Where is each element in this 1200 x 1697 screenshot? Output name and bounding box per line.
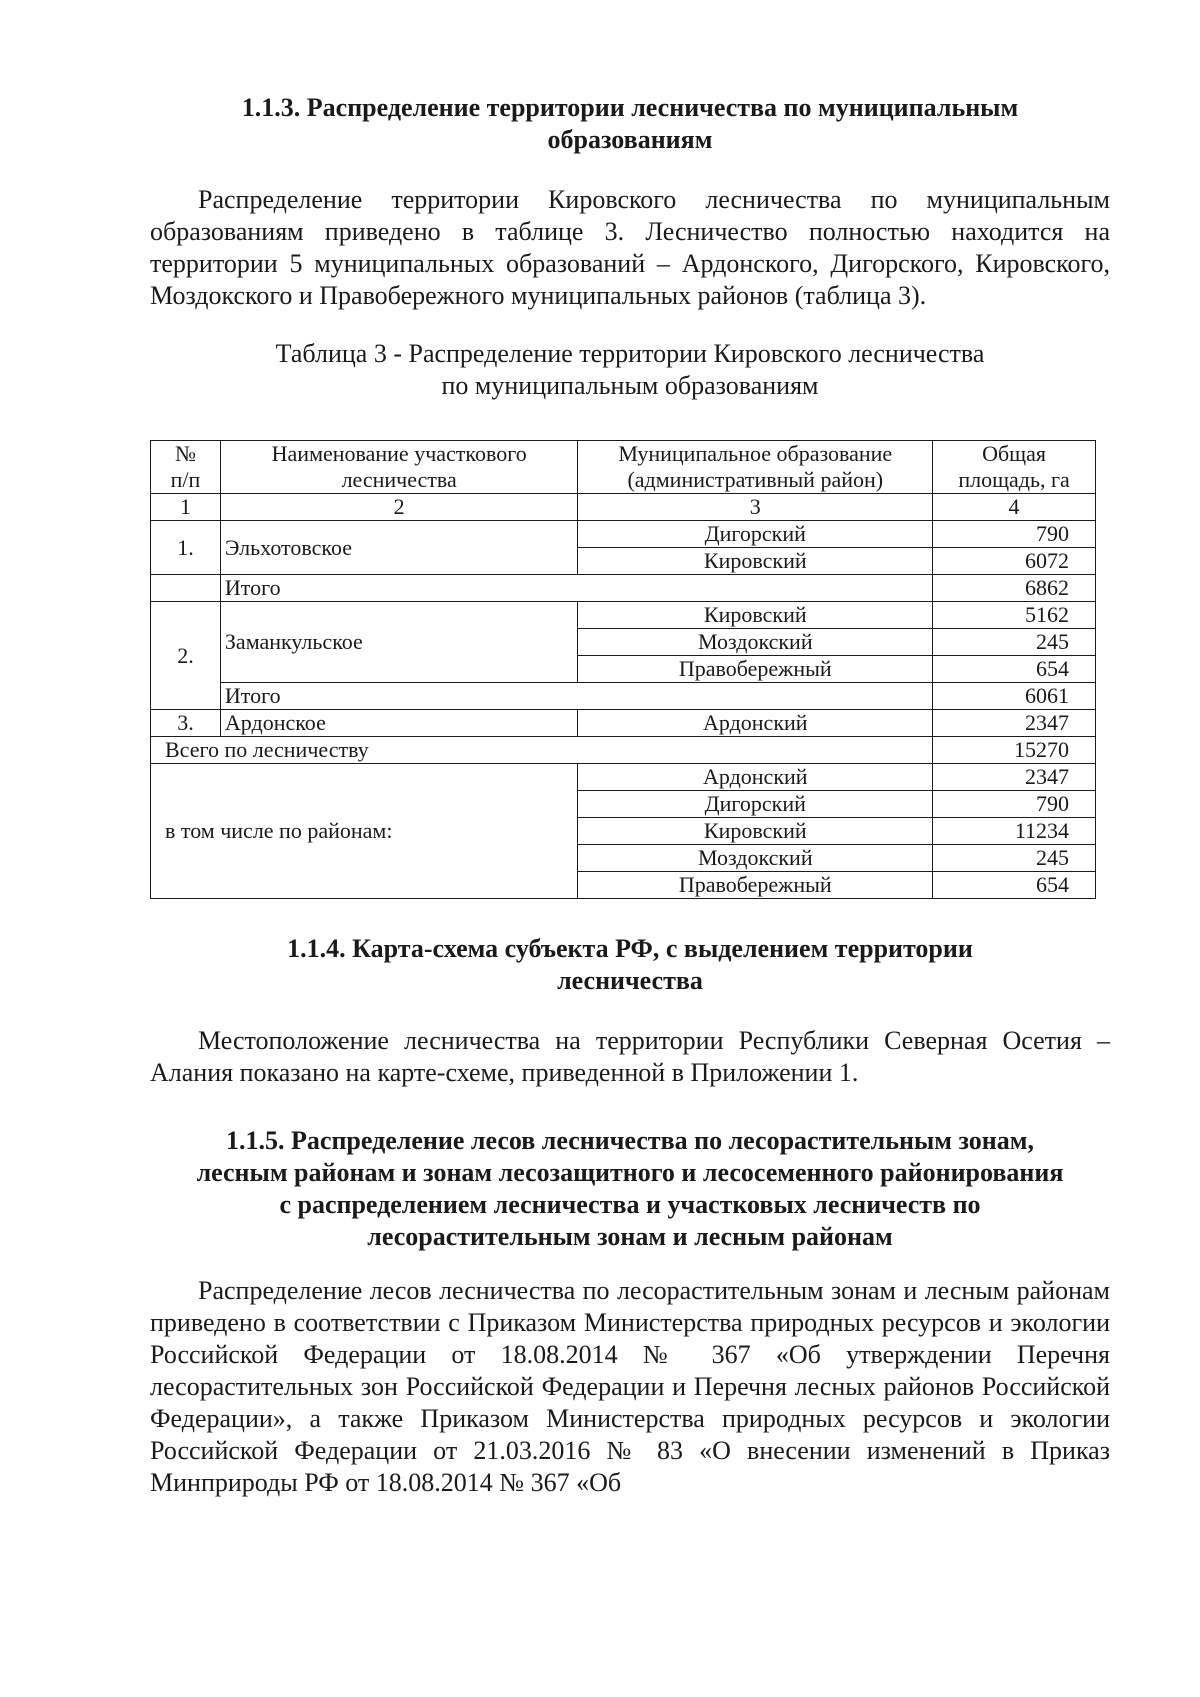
area-cell: 790 <box>933 521 1096 548</box>
group2-total-label: Итого <box>220 683 932 710</box>
area-cell: 2347 <box>933 764 1096 791</box>
district-cell: Кировский <box>578 602 933 629</box>
header-num <box>151 441 221 494</box>
section-114-heading <box>150 933 1110 997</box>
header-forestry-name <box>220 441 578 494</box>
column-number: 1 <box>151 494 221 521</box>
area-cell: 245 <box>933 845 1096 872</box>
section-113-heading-line2: образованиям <box>547 125 713 154</box>
column-number: 4 <box>933 494 1096 521</box>
column-number: 2 <box>220 494 578 521</box>
section-115-heading-line2: лесным районам и зонам лесозащитного и лесосеменного районирования <box>196 1158 1064 1187</box>
header-area-line1: Общая <box>982 441 1046 466</box>
table-row <box>151 764 1096 791</box>
district-cell: Ардонский <box>578 710 933 737</box>
area-cell: 654 <box>933 872 1096 899</box>
table-row <box>151 602 1096 629</box>
group3-name: Ардонское <box>220 710 578 737</box>
area-cell: 5162 <box>933 602 1096 629</box>
section-115 <box>150 1125 1110 1499</box>
area-cell: 245 <box>933 629 1096 656</box>
table-row-subtotal <box>151 683 1096 710</box>
grand-total-area: 15270 <box>933 737 1096 764</box>
table3-caption-line1: Таблица 3 - Распределение территории Кировского лесничества <box>275 339 985 368</box>
area-cell: 6072 <box>933 548 1096 575</box>
section-113-heading <box>150 92 1110 156</box>
table-row <box>151 521 1096 548</box>
district-cell: Правобережный <box>578 872 933 899</box>
table-row-grand-total <box>151 737 1096 764</box>
header-municipality-line2: (административный район) <box>627 467 884 492</box>
group3-num: 3. <box>151 710 221 737</box>
header-num-line2: п/п <box>170 467 201 492</box>
table-header-row <box>151 441 1096 494</box>
section-114 <box>150 933 1110 1089</box>
section-115-heading-line3: с распределением лесничества и участковых лесничеств по <box>279 1190 981 1219</box>
table3 <box>150 440 1096 899</box>
header-municipality <box>578 441 933 494</box>
district-cell: Моздокский <box>578 629 933 656</box>
district-cell: Дигорский <box>578 521 933 548</box>
table-column-numbers-row <box>151 494 1096 521</box>
section-115-heading <box>150 1125 1110 1253</box>
column-number: 3 <box>578 494 933 521</box>
grand-total-label: Всего по лесничеству <box>151 737 933 764</box>
document-page <box>150 92 1110 1499</box>
section-113-heading-line1: 1.1.3. Распределение территории лесничества по муниципальным <box>241 93 1019 122</box>
section-115-paragraph: Распределение лесов лесничества по лесорастительным зонам и лесным районам приведено в соответствии с Приказом Министерства природных ресурсов и экологии Российской Федерации от 18.08.2014 № 367 «Об утверждении Перечня лесорастительных зон Российской Федерации и Перечня лесных районов Российской Федерации», а также Приказом Министерства природных ресурсов и экологии Российской Федерации от 21.03.2016 № 83 «О внесении изменений в Приказ Минприроды РФ от 18.08.2014 № 367 «Об <box>150 1276 1110 1497</box>
group1-num-continued <box>151 575 221 602</box>
area-cell: 2347 <box>933 710 1096 737</box>
header-area-line2: площадь, га <box>958 467 1070 492</box>
group2-name: Заманкульское <box>220 602 578 683</box>
header-forestry-name-line2: лесничества <box>341 467 457 492</box>
group1-total-area: 6862 <box>933 575 1096 602</box>
section-115-heading-line4: лесорастительным зонам и лесным районам <box>367 1222 893 1251</box>
table-row <box>151 710 1096 737</box>
district-cell: Ардонский <box>578 764 933 791</box>
header-forestry-name-line1: Наименование участкового <box>271 441 527 466</box>
section-114-heading-line2: лесничества <box>557 966 703 995</box>
district-cell: Кировский <box>578 818 933 845</box>
table3-caption-line2: по муниципальным образованиям <box>441 371 819 400</box>
header-area <box>933 441 1096 494</box>
table-row-subtotal <box>151 575 1096 602</box>
district-cell: Кировский <box>578 548 933 575</box>
district-cell: Моздокский <box>578 845 933 872</box>
group1-name: Эльхотовское <box>220 521 578 575</box>
district-cell: Правобережный <box>578 656 933 683</box>
group2-num: 2. <box>151 602 221 710</box>
area-cell: 11234 <box>933 818 1096 845</box>
group1-num: 1. <box>151 521 221 575</box>
section-113-paragraph: Распределение территории Кировского лесничества по муниципальным образованиям приведено в таблице 3. Лесничество полностью находится на территории 5 муниципальных образований – Ардонского, Дигорского, Кировского, Моздокского и Правобережного муниципальных районов (таблица 3). <box>150 185 1110 310</box>
district-cell: Дигорский <box>578 791 933 818</box>
group1-total-label: Итого <box>220 575 932 602</box>
by-district-label: в том числе по районам: <box>151 764 578 899</box>
section-114-paragraph: Местоположение лесничества на территории Республики Северная Осетия – Алания показано на карте-схеме, приведенной в Приложении 1. <box>150 1026 1110 1087</box>
area-cell: 654 <box>933 656 1096 683</box>
section-115-heading-line1: 1.1.5. Распределение лесов лесничества по лесорастительным зонам, <box>226 1126 1034 1155</box>
group2-total-area: 6061 <box>933 683 1096 710</box>
header-num-line1: № <box>174 441 196 466</box>
header-municipality-line1: Муниципальное образование <box>618 441 893 466</box>
section-113 <box>150 92 1110 312</box>
area-cell: 790 <box>933 791 1096 818</box>
section-114-heading-line1: 1.1.4. Карта-схема субъекта РФ, с выделением территории <box>287 934 973 963</box>
table3-caption <box>150 338 1110 402</box>
